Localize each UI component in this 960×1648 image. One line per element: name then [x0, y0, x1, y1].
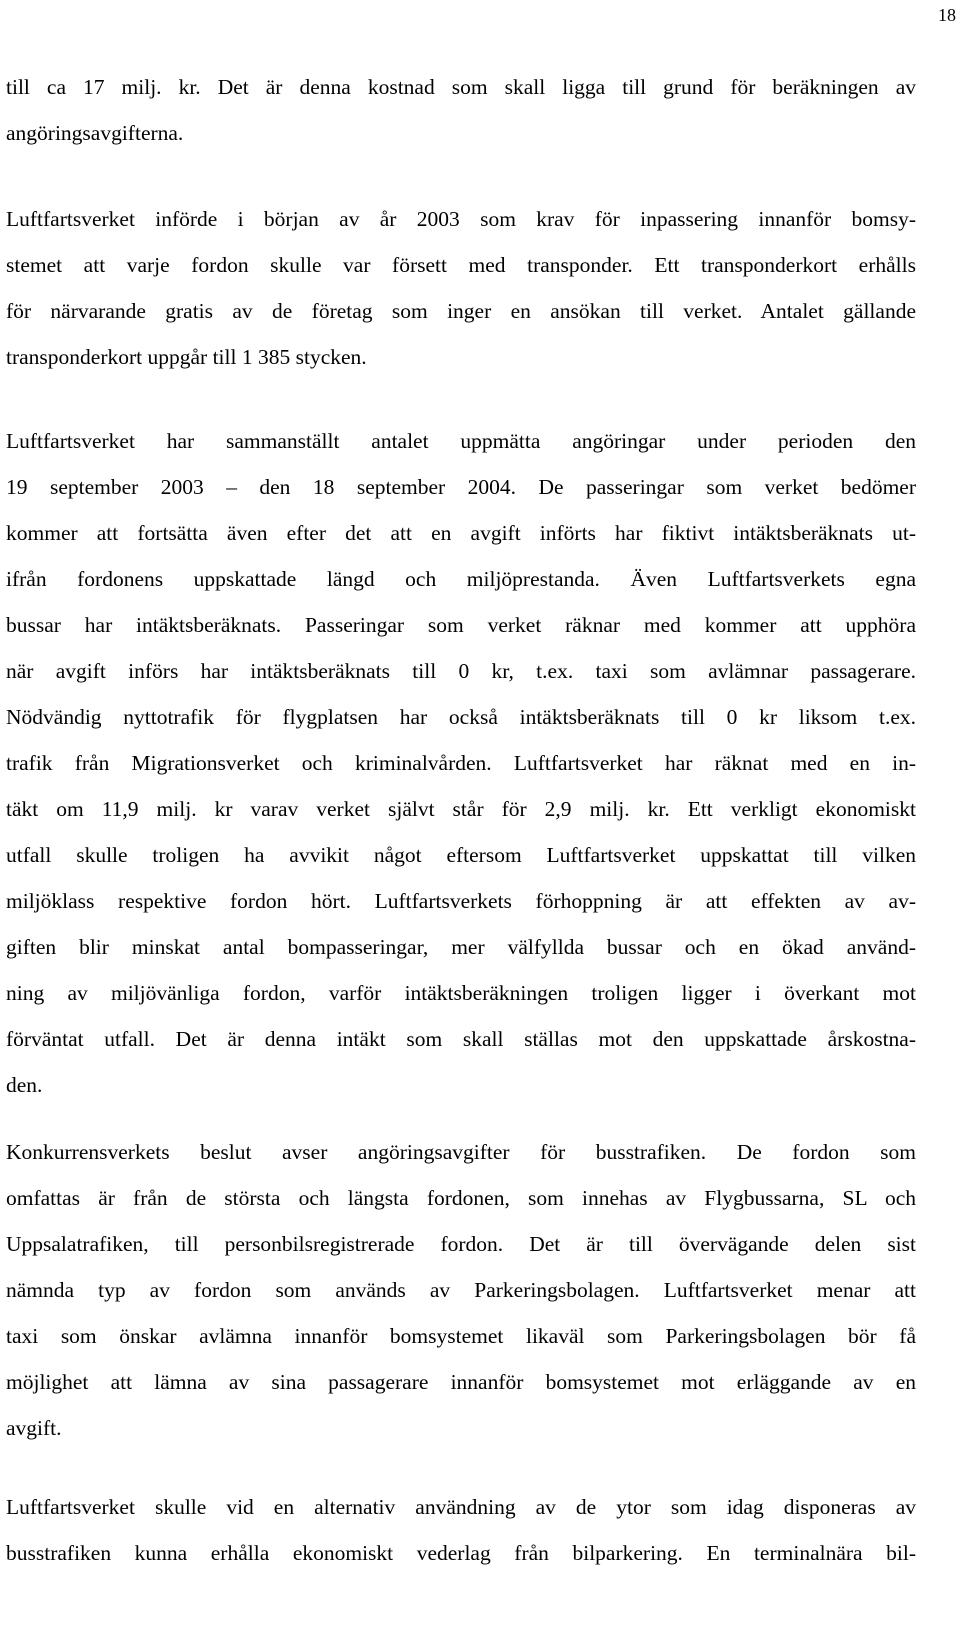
text-line: Nödvändig nyttotrafik för flygplatsen har också intäktsberäknats till 0 kr liksom t.ex. — [6, 705, 916, 729]
text-line: miljöklass respektive fordon hört. Luftfartsverkets förhoppning är att effekten av av- — [6, 889, 916, 913]
text-line: täkt om 11,9 milj. kr varav verket självt står för 2,9 milj. kr. Ett verkligt ekonomiskt — [6, 797, 916, 821]
text-line: Konkurrensverkets beslut avser angöringsavgifter för busstrafiken. De fordon som — [6, 1140, 916, 1164]
text-line: trafik från Migrationsverket och kriminalvården. Luftfartsverket har räknat med en in- — [6, 751, 916, 775]
page-number: 18 — [938, 5, 956, 25]
text-line: ning av miljövänliga fordon, varför intäktsberäkningen troligen ligger i överkant mot — [6, 981, 916, 1005]
paragraph-measured-approaches — [6, 418, 916, 1108]
text-line: ifrån fordonens uppskattade längd och miljöprestanda. Även Luftfartsverkets egna — [6, 567, 916, 591]
text-line: giften blir minskat antal bompasseringar, mer välfyllda bussar och en ökad använd- — [6, 935, 916, 959]
text-line: Luftfartsverket införde i början av år 2003 som krav för inpassering innanför bomsy- — [6, 207, 916, 231]
text-line: Luftfartsverket har sammanställt antalet uppmätta angöringar under perioden den — [6, 429, 916, 453]
text-line: stemet att varje fordon skulle var försett med transponder. Ett transponderkort erhålls — [6, 253, 916, 277]
paragraph-competition-authority — [6, 1129, 916, 1451]
text-line: Uppsalatrafiken, till personbilsregistrerade fordon. Det är till övervägande delen sist — [6, 1232, 916, 1256]
text-line: avgift. — [6, 1416, 62, 1440]
text-line: när avgift införs har intäktsberäknats till 0 kr, t.ex. taxi som avlämnar passagerare. — [6, 659, 916, 683]
text-line: den. — [6, 1073, 43, 1097]
paragraph-transponder — [6, 196, 916, 380]
text-line: taxi som önskar avlämna innanför bomsystemet likaväl som Parkeringsbolagen bör få — [6, 1324, 916, 1348]
text-line: kommer att fortsätta även efter det att en avgift införts har fiktivt intäktsberäknats ut- — [6, 521, 916, 545]
text-line: nämnda typ av fordon som används av Parkeringsbolagen. Luftfartsverket menar att — [6, 1278, 916, 1302]
text-line: angöringsavgifterna. — [6, 121, 184, 145]
paragraph-cost-basis — [6, 64, 916, 156]
text-line: busstrafiken kunna erhålla ekonomiskt vederlag från bilparkering. En terminalnära bil- — [6, 1541, 916, 1565]
text-line: förväntat utfall. Det är denna intäkt som skall ställas mot den uppskattade årskostna- — [6, 1027, 916, 1051]
text-line: 19 september 2003 – den 18 september 2004. De passeringar som verket bedömer — [6, 475, 916, 499]
text-line: möjlighet att lämna av sina passagerare innanför bomsystemet mot erläggande av en — [6, 1370, 916, 1394]
text-line: utfall skulle troligen ha avvikit något eftersom Luftfartsverket uppskattat till vilken — [6, 843, 916, 867]
text-line: transponderkort uppgår till 1 385 stycken. — [6, 345, 367, 369]
text-line: till ca 17 milj. kr. Det är denna kostnad som skall ligga till grund för beräkningen av — [6, 75, 916, 99]
text-line: bussar har intäktsberäknats. Passeringar som verket räknar med kommer att upphöra — [6, 613, 916, 637]
text-line: omfattas är från de största och längsta fordonen, som innehas av Flygbussarna, SL och — [6, 1186, 916, 1210]
text-line: för närvarande gratis av de företag som inger en ansökan till verket. Antalet gällande — [6, 299, 916, 323]
text-line: Luftfartsverket skulle vid en alternativ användning av de ytor som idag disponeras av — [6, 1495, 916, 1519]
paragraph-alternative-use — [6, 1484, 916, 1576]
